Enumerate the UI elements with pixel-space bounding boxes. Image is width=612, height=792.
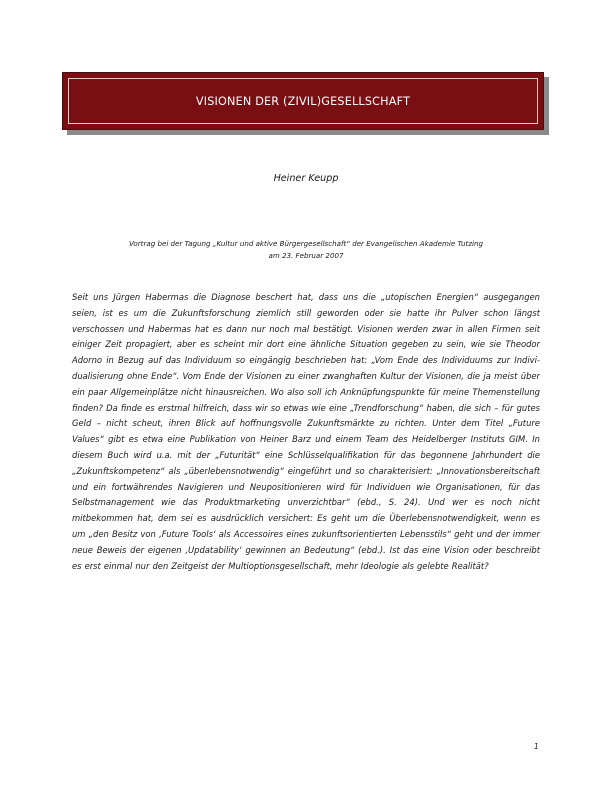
page-number: 1 (534, 742, 539, 751)
body-paragraph: Seit uns Jürgen Habermas die Diagnose beschert hat, dass uns die „utopischen Energien“ ausgegangen seien, ist es um die Zukunftsforschung ziemlich still geworden oder sie hatte ihr Pulver schon längst verschossen und Habermas hat es dann nur noch mal bestätigt. Visionen werden zwar in allen Firmen seit einiger Zeit propagiert, aber es scheint mir dort eine ähnliche Situation gegeben zu sein, wie sie Theodor Adorno in Bezug auf das Individuum so eingängig beschrieben hat: „Vom Ende des Individuums zur Individualisierung ohne Ende“. Vom Ende der Visionen zu einer zwanghaften Kultur der Visionen, die ja meist über ein paar Allgemeinplätze nicht hinausreichen. Wo also soll ich Anknüpfungspunkte für meine Themenstellung finden? Da finde es erstmal hilfreich, dass wir so etwas wie eine „Trendforschung“ haben, die sich – für gutes Geld – nicht scheut, ihren Blick auf hoffnungsvolle Zukunftsmärkte zu richten. Unter dem Titel „Future Values“ gibt es etwa eine Publikation von Heiner Barz und einem Team des Heidelberger Instituts GIM. In diesem Buch wird u.a. mit der „Futurität“ eine Schlüsselqualifikation für das begonnene Jahrhundert die „Zukunftskompetenz“ als „überlebensnotwendig“ eingeführt und so charakterisiert: „Innovationsbereitschaft und ein fortwährendes Navigieren und Neupositionieren wird für Individuen wie Organisationen, für das Selbstmanagement wie das Produktmarketing unverzichtbar“ (ebd., S. 24). Und wer es noch nicht mitbekommen hat, dem sei es ausdrücklich versichert: Es geht um die Überlebensnotwendigkeit, wenn es um „den Besitz von ‚Future Tools‘ als Accessoires eines zukunftsorientierten Lebensstils“ geht und der immer neue Beweis der eigenen ‚Updatability‘ gewinnen an Bedeutung“ (ebd.). Ist das eine Vision oder beschreibt es erst einmal nur den Zeitgeist der Multioptionsgesellschaft, mehr Ideologie als gelebte Realität? (72, 292, 540, 571)
title-banner-frame (68, 78, 538, 124)
talk-subtitle-line-1: Vortrag bei der Tagung „Kultur und aktive Bürgergesellschaft“ der Evangelischen Akademie Tutzing (128, 239, 484, 248)
talk-subtitle-line-2: am 23. Februar 2007 (268, 251, 344, 260)
document-title: VISIONEN DER (ZIVIL)GESELLSCHAFT (195, 94, 411, 108)
author-name: Heiner Keupp (273, 173, 339, 184)
title-banner (62, 72, 544, 130)
talk-subtitle (72, 238, 540, 262)
